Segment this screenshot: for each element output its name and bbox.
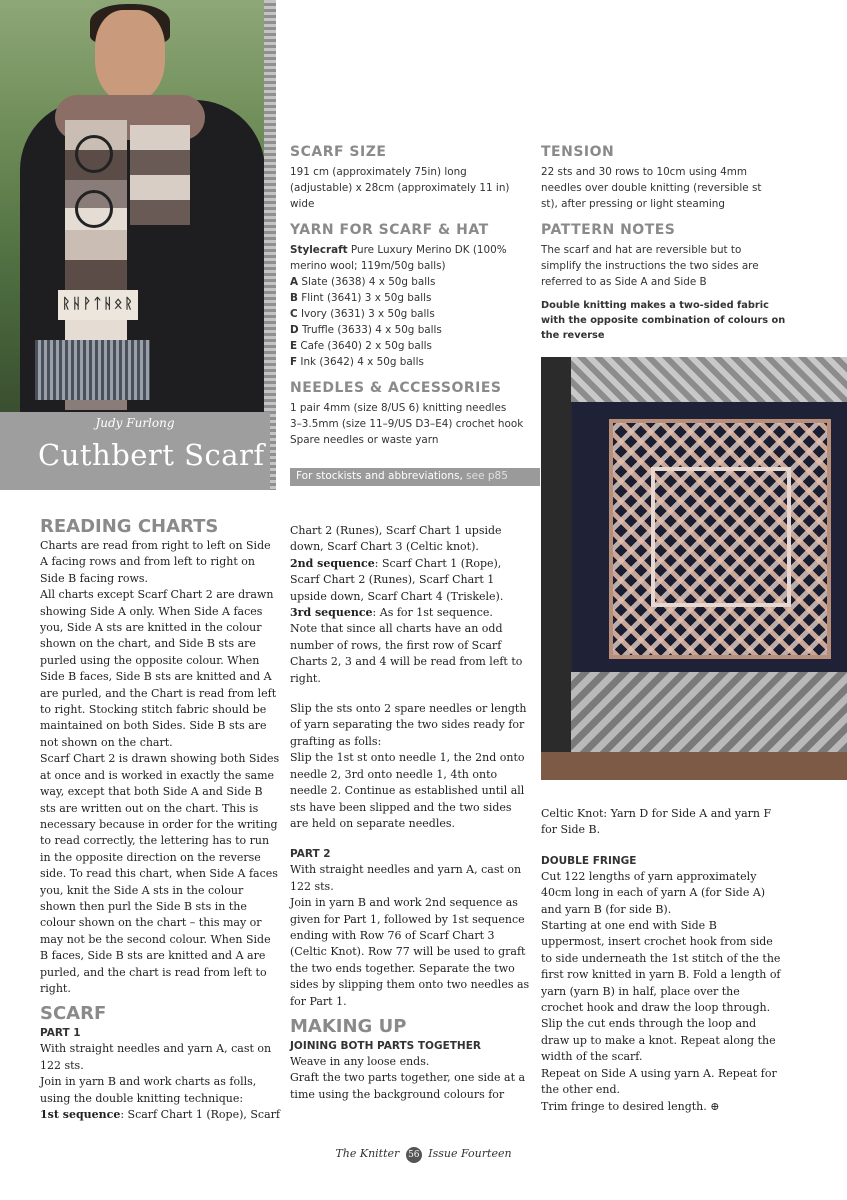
tension-text: 22 sts and 30 rows to 10cm using 4mm needles over double knitting (reversible st st), after pressing or light steaming — [541, 166, 762, 210]
paragraph: With straight needles and yarn A, cast on 122 sts. — [40, 1042, 272, 1072]
sequence-text: : As for 1st sequence. — [372, 606, 493, 620]
pattern-title: Cuthbert Scarf — [38, 438, 265, 472]
celtic-knot-inner — [651, 467, 791, 607]
stockists-text: For stockists and abbreviations, — [296, 470, 463, 482]
needles-heading: NEEDLES & ACCESSORIES — [290, 380, 502, 396]
yarn-letter: D — [290, 324, 299, 336]
author-name: Judy Furlong — [95, 416, 175, 430]
part-2-heading: PART 2 — [290, 848, 331, 861]
needles-item: 3–3.5mm (size 11–9/US D3–E4) crochet hook — [290, 418, 524, 430]
model-head — [95, 10, 165, 102]
paragraph: Scarf Chart 2 is drawn showing both Sides at once and is worked in exactly the same way, except that both Side A and Side B sts are written out on the chart. This is necessary because in order for the writing to read correctly, the lettering has to run in the opposite direction on the reverse side. To read this chart, when Side A faces you, knit the Side A sts in the colour shown then purl the Side B sts in the colour shown on the chart – this may or may not be the second colour. When Side B faces, Side B sts are knitted and A are purled, and the chart is read from left to right. — [40, 752, 280, 995]
pattern-notes-text: The scarf and hat are reversible but to simplify the instructions the two sides are referred to as Side A and Side B — [541, 244, 759, 288]
text-column-1 — [40, 516, 280, 1123]
paragraph: Note that since all charts have an odd number of rows, the first row of Scarf Charts 2, 3 and 4 will be read from left to right. — [290, 622, 523, 685]
double-fringe-heading: DOUBLE FRINGE — [541, 854, 637, 867]
part-1-heading: PART 1 — [40, 1027, 81, 1040]
paragraph: Celtic Knot: Yarn D for Side A and yarn F for Side B. — [541, 807, 772, 837]
sequence-label: 2nd sequence — [290, 556, 375, 570]
yarn-item — [290, 290, 530, 306]
yarn-list — [290, 274, 530, 370]
yarn-letter: F — [290, 356, 298, 368]
paragraph: Graft the two parts together, one side at a time using the background colours for — [290, 1071, 526, 1101]
scarf-fringe — [35, 340, 150, 400]
needles-item: Spare needles or waste yarn — [290, 434, 439, 446]
paragraph: Weave in any loose ends. — [290, 1054, 430, 1068]
paragraph — [290, 605, 530, 621]
info-column-middle — [290, 144, 530, 448]
sequence-text: : Scarf Chart 1 (Rope), Scarf Chart 2 (Runes), Scarf Chart 1 upside down, Scarf Chart 4 (Triskele). — [290, 556, 504, 603]
yarn-letter: C — [290, 308, 298, 320]
stockists-page-link[interactable]: see p85 — [466, 470, 508, 482]
text-column-2 — [290, 523, 530, 1103]
paragraph: All charts except Scarf Chart 2 are drawn showing Side A only. When Side A faces you, Side A sts are knitted in the colour shown on the chart, and Side B sts are purled using the opposite colour. When Side B faces, Side B sts are knitted and A are purled, and the Chart is read from left to right. Stocking stitch fabric should be maintained on both Sides. Side B sts are not shown on the chart. — [40, 588, 277, 749]
yarn-text: Ivory (3631) 3 x 50g balls — [297, 308, 435, 320]
yarn-item — [290, 354, 530, 370]
page-footer — [0, 1147, 847, 1163]
yarn-letter: A — [290, 276, 299, 288]
yarn-text: Slate (3638) 4 x 50g balls — [298, 276, 436, 288]
sequence-text: : Scarf Chart 1 (Rope), Scarf — [120, 1108, 280, 1121]
scarf-heading: SCARF — [40, 1003, 107, 1025]
paragraph: Charts are read from right to left on Side A facing rows and from left to right on Side B facing rows. — [40, 539, 271, 585]
making-up-heading: MAKING UP — [290, 1015, 407, 1037]
sequence-label: 1st sequence — [40, 1108, 121, 1121]
paragraph: Repeat on Side A using yarn A. Repeat for the other end. — [541, 1066, 777, 1097]
tension-heading: TENSION — [541, 144, 615, 160]
rope-border-bottom — [571, 672, 847, 752]
yarn-item — [290, 274, 530, 290]
info-column-right — [541, 144, 821, 343]
paragraph: Slip the sts onto 2 spare needles or length of yarn separating the two sides ready for grafting as folls: — [290, 702, 527, 748]
needles-list — [290, 400, 530, 448]
yarn-text: Ink (3642) 4 x 50g balls — [297, 356, 424, 368]
photo-caption: Double knitting makes a two-sided fabric with the opposite combination of colours on the reverse — [541, 300, 786, 341]
paragraph: Slip the 1st st onto needle 1, the 2nd onto needle 2, 3rd onto needle 1, 4th onto needle 2. Continue as established until all sts have been slipped and the two sides are held on separate needles. — [290, 751, 525, 830]
paragraph: Join in yarn B and work charts as folls, using the double knitting technique: — [40, 1075, 257, 1105]
issue-label: Issue Fourteen — [428, 1147, 512, 1160]
paragraph: Cut 122 lengths of yarn approximately 40cm long in each of yarn A (for Side A) and yarn B (for side B). — [541, 869, 766, 916]
text-column-3 — [541, 806, 781, 1115]
scarf-size-heading: SCARF SIZE — [290, 144, 387, 160]
paragraph: Trim fringe to desired length. ⊕ — [541, 1099, 720, 1113]
paragraph: Chart 2 (Runes), Scarf Chart 1 upside down, Scarf Chart 3 (Celtic knot). — [290, 524, 502, 554]
pattern-notes-heading: PATTERN NOTES — [541, 222, 676, 238]
scarf-right-tail — [130, 125, 190, 225]
yarn-item — [290, 306, 530, 322]
yarn-heading: YARN FOR SCARF & HAT — [290, 222, 489, 238]
knit-detail-photo — [541, 357, 847, 780]
yarn-description: Pure Luxury Merino DK (100% merino wool; 119m/50g balls) — [290, 244, 507, 272]
paragraph — [40, 1107, 280, 1123]
paragraph: With straight needles and yarn A, cast on 122 sts. — [290, 863, 522, 893]
rope-border-top — [571, 357, 847, 402]
yarn-text: Cafe (3640) 2 x 50g balls — [297, 340, 432, 352]
yarn-text: Truffle (3633) 4 x 50g balls — [298, 324, 442, 336]
cover-photo — [0, 0, 270, 412]
paragraph: Join in yarn B and work 2nd sequence as given for Part 1, followed by 1st sequence ending with Row 76 of Scarf Chart 3 (Celtic Knot). Row 77 will be used to graft the two ends together. Separate the two sides by slipping them onto two needles as for Part 1. — [290, 896, 530, 1008]
needles-item: 1 pair 4mm (size 8/US 6) knitting needles — [290, 402, 507, 414]
yarn-intro — [290, 242, 530, 274]
yarn-letter: B — [290, 292, 298, 304]
paragraph — [290, 556, 530, 605]
yarn-letter: E — [290, 340, 298, 352]
title-band — [0, 412, 270, 490]
sequence-label: 3rd sequence — [290, 606, 373, 620]
magazine-name: The Knitter — [335, 1147, 400, 1160]
joining-heading: JOINING BOTH PARTS TOGETHER — [290, 1039, 481, 1052]
runes-band-edge — [541, 752, 847, 780]
page-number: 56 — [406, 1147, 422, 1163]
yarn-text: Flint (3641) 3 x 50g balls — [297, 292, 432, 304]
triskele-motif — [75, 190, 113, 228]
runes-band: ᚱᚺᚹᛏᚺᛟᚱ — [58, 290, 138, 320]
scarf-size-text: 191 cm (approximately 75in) long (adjustable) x 28cm (approximately 11 in) wide — [290, 166, 510, 210]
reading-charts-heading: READING CHARTS — [40, 516, 219, 537]
yarn-item — [290, 322, 530, 338]
yarn-brand: Stylecraft — [290, 244, 348, 256]
yarn-item — [290, 338, 530, 354]
stockists-bar — [290, 468, 540, 486]
paragraph: Starting at one end with Side B uppermost, insert crochet hook from side to side underneath the 1st stitch of the the first row knitted in yarn B. Fold a length of yarn (yarn B) in half, place over the crochet hook and draw the loop through. Slip the cut ends through the loop and draw up to make a knot. Repeat along the width of the scarf. — [541, 919, 781, 1064]
triskele-motif — [75, 135, 113, 173]
